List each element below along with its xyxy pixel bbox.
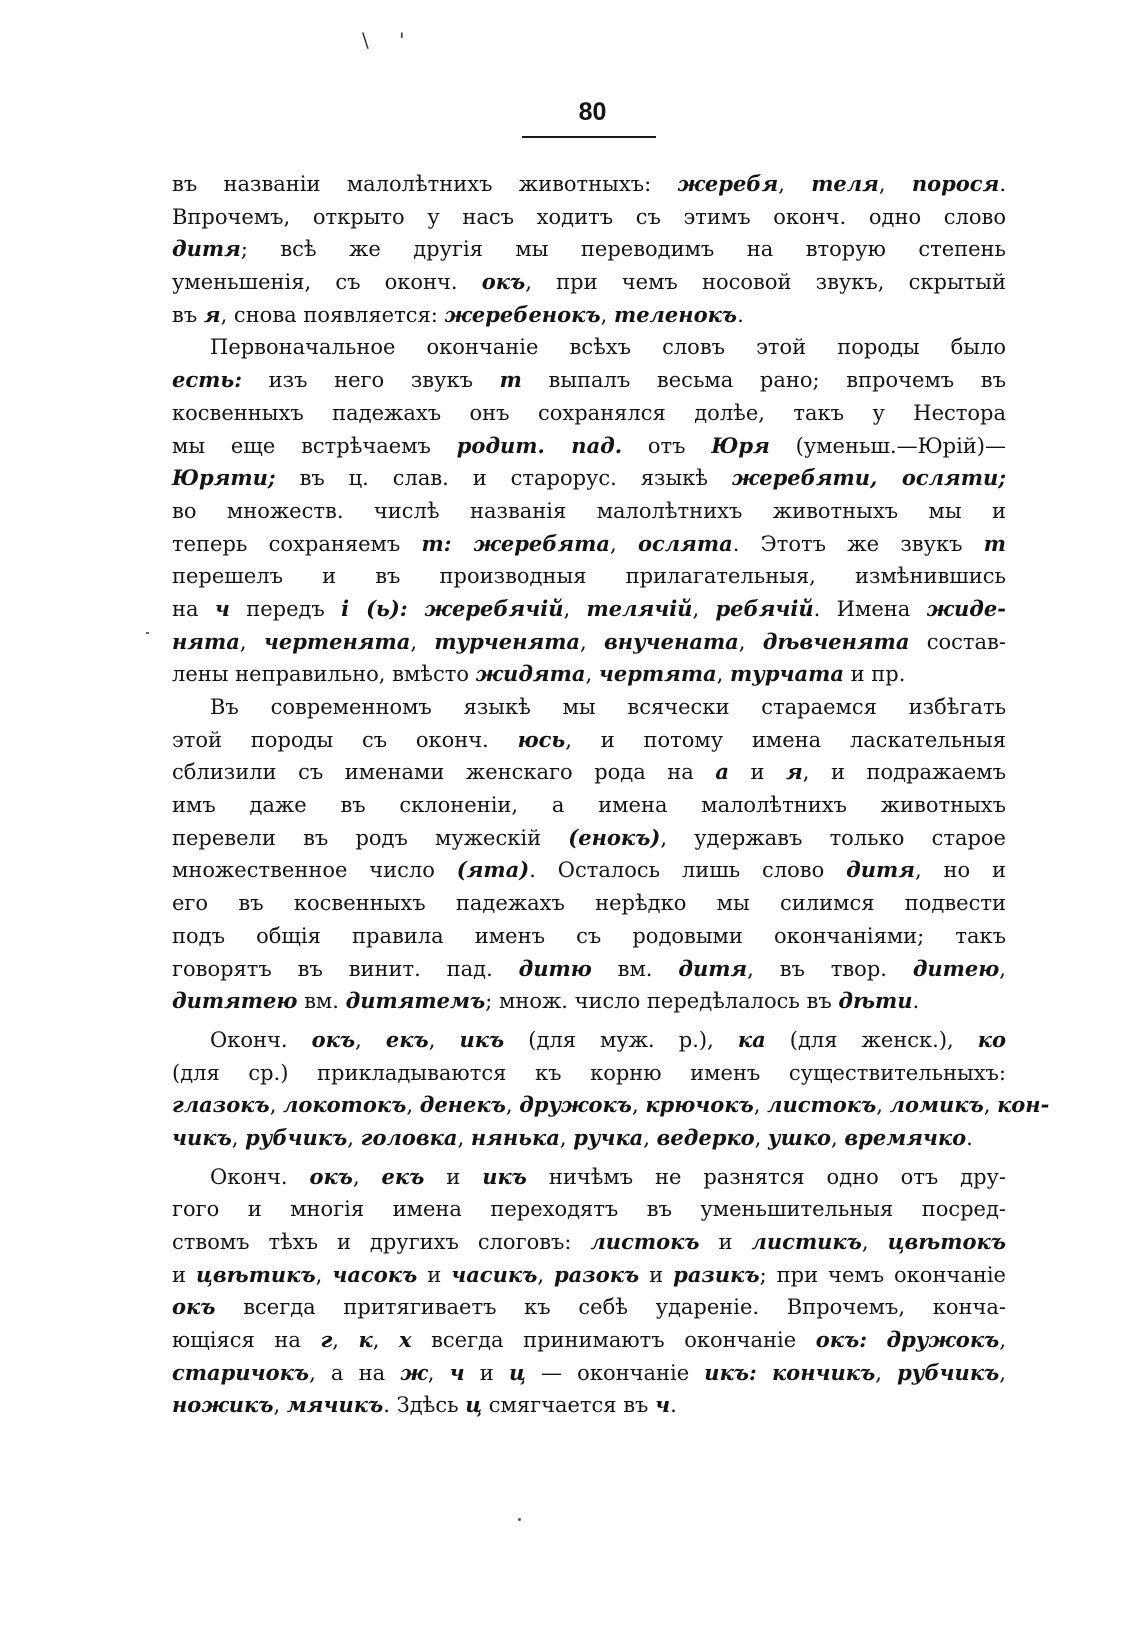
text-run: во множеств. числѣ названія малолѣтнихъ животныхъ мы и [172, 498, 1006, 523]
emphasized-word: окъ [481, 269, 526, 295]
emphasized-word: жиде- [926, 595, 1006, 621]
text-run: , [505, 1093, 520, 1118]
text-line [172, 430, 1006, 463]
text-run: Первоначальное окончаніе всѣхъ словъ этой породы было [210, 335, 1006, 360]
emphasized-word: кончикъ [771, 1359, 876, 1385]
emphasized-word: екъ [385, 1026, 429, 1052]
emphasized-word: дитею [912, 955, 1000, 981]
text-run: теперь сохраняемъ [172, 531, 422, 556]
emphasized-word: икъ: [704, 1359, 757, 1385]
text-run: ствомъ тѣхъ и другихъ слоговъ: [172, 1230, 591, 1254]
emphasized-word: денекъ [419, 1092, 506, 1118]
text-run: и [464, 1360, 509, 1385]
text-run: въ названіи малолѣтнихъ животныхъ: [172, 172, 678, 196]
text-run: перевели въ родъ мужескій [172, 825, 569, 850]
emphasized-word: порося [911, 171, 1000, 196]
text-run: мы еще встрѣчаемъ [172, 433, 457, 458]
emphasized-word: турчата [730, 661, 844, 687]
text-run: косвенныхъ падежахъ онъ сохранялся долѣе, такъ у Нестора [172, 400, 1006, 425]
header-rule [522, 136, 656, 138]
text-run [867, 1328, 887, 1352]
text-run: , и потому имена ласкательныя [565, 727, 1006, 752]
emphasized-word: чертенята [263, 628, 411, 654]
text-line [172, 691, 1006, 724]
page-number: 80 [578, 98, 607, 126]
text-line [172, 528, 1006, 561]
text-run: , [875, 1360, 898, 1385]
text-run: ничѣмъ не разнятся одно отъ дру- [526, 1164, 1006, 1189]
emphasized-word: чикъ [172, 1124, 232, 1150]
text-run: имъ даже въ склоненіи, а имена малолѣтнихъ животныхъ [172, 793, 1006, 818]
text-run: , [831, 1125, 845, 1150]
text-line [172, 1389, 1006, 1422]
emphasized-word: листокъ [767, 1092, 877, 1118]
text-run: (для муж. р.), [504, 1027, 738, 1052]
text-run: вм. [591, 956, 679, 981]
text-run: , [754, 1125, 769, 1150]
text-line [172, 1324, 1006, 1357]
emphasized-word: глазокъ [172, 1092, 270, 1118]
emphasized-word: юсь [517, 726, 566, 752]
text-line [172, 658, 1006, 691]
text-run: ; всѣ же другія мы переводимъ на вторую степень [240, 237, 1006, 262]
emphasized-word: дитю [518, 955, 592, 981]
text-line [172, 1122, 1006, 1155]
text-line [172, 1226, 1006, 1259]
text-run: всегда притягиваетъ къ себѣ удареніе. Впрочемъ, конча- [215, 1295, 1006, 1320]
text-run: , [609, 531, 638, 556]
text-line [172, 593, 1006, 626]
text-run: этой породы съ оконч. [172, 727, 518, 752]
emphasized-word: ко [977, 1026, 1006, 1052]
text-run: , [600, 302, 614, 327]
emphasized-word: рубчикъ [897, 1359, 1000, 1385]
text-run: . [999, 172, 1006, 196]
text-run: , [643, 1125, 657, 1150]
emphasized-word: старичокъ [172, 1359, 310, 1385]
text-run: Въ современномъ языкѣ мы всячески стараемся избѣгать [210, 695, 1006, 719]
text-run: , [692, 596, 716, 621]
text-line [172, 1089, 1050, 1122]
emphasized-word: ч [214, 595, 230, 621]
emphasized-word: головка [360, 1124, 458, 1150]
text-line [172, 920, 1006, 953]
text-line [172, 822, 1006, 855]
text-run: , [332, 1328, 359, 1353]
margin-speck [146, 632, 149, 634]
text-run: . [737, 302, 744, 327]
text-line [172, 299, 1006, 332]
emphasized-word: ломикъ [889, 1092, 984, 1118]
text-line [172, 364, 1006, 397]
text-run: въ [172, 302, 204, 327]
text-line [172, 1161, 1006, 1194]
text-run: и [699, 1230, 752, 1254]
paragraph [172, 1024, 1050, 1155]
emphasized-word: турченята [434, 628, 581, 654]
margin-marks: \ ' [362, 28, 417, 52]
emphasized-word: жидята [475, 661, 586, 687]
emphasized-word: а [715, 759, 729, 785]
text-run: , снова появляется: [220, 302, 445, 327]
text-run: , а на [309, 1360, 401, 1385]
text-run: выпалъ весьма рано; впрочемъ въ [521, 368, 1006, 393]
emphasized-word: родит. пад. [456, 432, 623, 458]
emphasized-word: жеребя [677, 171, 779, 196]
text-run: , [861, 1230, 888, 1254]
text-run: , при чемъ носовой звукъ, скрытый [525, 270, 1006, 295]
text-line [172, 397, 1006, 430]
emphasized-word: т: жеребята [421, 530, 610, 556]
text-run: перешелъ и въ производныя прилагательныя, измѣнившись [172, 564, 1006, 589]
emphasized-word: дитя [846, 857, 915, 883]
text-run: , [753, 1093, 768, 1118]
emphasized-word: часикъ [451, 1261, 538, 1287]
text-line [172, 495, 1006, 528]
text-run: говорятъ въ винит. пад. [172, 956, 519, 981]
emphasized-word: разокъ [554, 1261, 640, 1287]
text-run: , [559, 1125, 574, 1150]
emphasized-word: жеребяти, осляти; [731, 465, 1006, 491]
text-run: . Имена [813, 596, 927, 621]
text-run: , [999, 956, 1006, 981]
text-run: смягчается въ [482, 1393, 656, 1418]
text-run: сблизили съ именами женскаго рода на [172, 760, 716, 785]
text-line [172, 1193, 1006, 1226]
emphasized-word: Юря [711, 432, 770, 458]
text-line [172, 1291, 1006, 1324]
text-run: . [966, 1125, 973, 1150]
text-line [172, 1057, 1006, 1090]
text-line [172, 724, 1006, 757]
text-run: подъ общія правила именъ съ родовыми окончаніями; такъ [172, 923, 1006, 948]
text-run [757, 1361, 772, 1385]
emphasized-word: часокъ [332, 1261, 418, 1287]
paragraph [172, 1161, 1006, 1423]
emphasized-word: икъ [459, 1026, 505, 1052]
emphasized-word: дѣти [838, 988, 913, 1014]
emphasized-word: т [499, 367, 522, 393]
text-run: на [172, 596, 215, 621]
text-run: , [563, 596, 587, 621]
text-run: , [428, 1027, 460, 1052]
text-run: . Здѣсь [383, 1393, 466, 1418]
emphasized-word: я [203, 301, 221, 327]
paragraph [172, 331, 1006, 691]
text-run: всегда принимаютъ окончаніе [411, 1328, 816, 1353]
emphasized-word: дитя [678, 955, 748, 981]
emphasized-word: дитя [172, 236, 241, 262]
emphasized-word: цвѣтокъ [887, 1229, 1006, 1254]
emphasized-word: кон- [997, 1092, 1050, 1118]
text-run: уменьшенія, съ оконч. [172, 270, 482, 295]
emphasized-word: теленокъ [613, 301, 738, 327]
emphasized-word: ч [449, 1359, 465, 1385]
text-run: состав- [909, 629, 1006, 654]
text-run: , но и [914, 858, 1006, 883]
text-run: и [728, 760, 787, 785]
text-run: его въ косвенныхъ падежахъ нерѣдко мы силимся подвести [172, 891, 1006, 916]
text-line [172, 331, 1006, 364]
footer-speck [518, 1518, 521, 1521]
text-run: , [537, 1262, 554, 1287]
text-run: , [273, 1393, 287, 1418]
text-line [172, 560, 1006, 593]
text-run: — окончаніе [525, 1360, 705, 1385]
emphasized-word: листокъ [590, 1229, 700, 1254]
text-run: (уменьш.—Юрій)— [769, 433, 1006, 458]
text-line [172, 626, 1006, 659]
emphasized-word: рубчикъ [245, 1124, 348, 1150]
text-run: , удержавъ только старое [660, 825, 1006, 850]
text-run: . Этотъ же звукъ [732, 531, 984, 556]
emphasized-word: г [320, 1327, 333, 1353]
emphasized-word: ножикъ [172, 1392, 274, 1418]
emphasized-word: локотокъ [283, 1092, 407, 1118]
emphasized-word: і (ь): жеребячій [341, 595, 564, 621]
emphasized-word: х [398, 1327, 412, 1353]
emphasized-word: окъ [311, 1026, 356, 1052]
text-run: , [355, 1027, 386, 1052]
text-run: Впрочемъ, открыто у насъ ходитъ съ этимъ оконч. одно слово [172, 204, 1006, 229]
text-line [172, 1357, 1006, 1390]
text-run: , [315, 1262, 333, 1287]
text-run: отъ [622, 433, 712, 458]
text-run: гого и многія имена переходятъ въ уменьшительныя посред- [172, 1197, 1006, 1222]
text-run: въ ц. слав. и старорус. языкѣ [275, 466, 732, 491]
text-run: , [999, 1328, 1006, 1353]
text-run: , [352, 1164, 382, 1189]
text-run: , въ твор. [747, 956, 913, 981]
emphasized-word: ц [465, 1392, 483, 1418]
text-line [172, 201, 1006, 234]
emphasized-word: екъ [381, 1163, 425, 1189]
emphasized-word: нянька [470, 1124, 560, 1150]
text-line [172, 233, 1006, 266]
text-run: , [999, 1360, 1006, 1385]
text-run: , [410, 629, 435, 654]
text-run: , и подражаемъ [802, 760, 1006, 785]
text-run: изъ него звукъ [241, 368, 500, 393]
text-line [172, 266, 1006, 299]
text-run: вм. [297, 989, 346, 1014]
emphasized-word: (енокъ) [568, 824, 661, 850]
emphasized-word: цвѣтикъ [195, 1261, 316, 1287]
text-run: ; множ. число передѣлалось въ [485, 989, 839, 1014]
emphasized-word: ребячій [715, 595, 814, 621]
text-line [172, 168, 1006, 201]
emphasized-word: разикъ [673, 1261, 760, 1287]
text-run: , [269, 1093, 284, 1118]
emphasized-word: есть: [172, 367, 242, 393]
text-line [172, 1024, 1006, 1057]
text-line [172, 1259, 1006, 1292]
text-run: , [778, 172, 812, 196]
text-line [172, 854, 1006, 887]
text-run: , [585, 662, 599, 687]
text-run: , [347, 1125, 361, 1150]
text-line [172, 789, 1006, 822]
emphasized-word: ч [655, 1392, 671, 1418]
emphasized-word: дитятею [172, 988, 298, 1014]
emphasized-word: чертята [598, 661, 717, 687]
emphasized-word: дружокъ [519, 1092, 632, 1118]
text-run: , [580, 629, 604, 654]
text-run: , [983, 1093, 998, 1118]
emphasized-word: я [786, 759, 803, 785]
emphasized-word: теля [811, 171, 879, 196]
text-run: , [239, 629, 264, 654]
paragraph [172, 168, 1006, 331]
text-line [172, 985, 1006, 1018]
emphasized-word: к [358, 1327, 373, 1353]
emphasized-word: Юряти; [172, 465, 276, 491]
paragraph [172, 691, 1006, 1018]
text-run: . Осталось лишь слово [529, 858, 847, 883]
text-run: , [631, 1093, 646, 1118]
emphasized-word: ка [737, 1026, 766, 1052]
emphasized-word: листикъ [751, 1229, 862, 1254]
emphasized-word: дѣвченята [762, 628, 910, 654]
text-run: , [231, 1125, 246, 1150]
text-line [172, 953, 1006, 986]
emphasized-word: жеребенокъ [444, 301, 601, 327]
body-text [172, 168, 1050, 1422]
emphasized-word: нята [172, 628, 240, 654]
text-run: . [912, 989, 920, 1014]
emphasized-word: ведерко [656, 1124, 755, 1150]
emphasized-word: ж [400, 1359, 428, 1385]
text-run: . [670, 1393, 677, 1418]
text-run: , [738, 629, 763, 654]
text-run: (для ср.) прикладываются къ корню именъ существительныхъ: [172, 1060, 1006, 1085]
text-run: (для женск.), [765, 1027, 978, 1052]
text-run: , [878, 172, 912, 196]
emphasized-word: т [983, 530, 1006, 556]
text-run: и [172, 1262, 196, 1287]
text-run: и пр. [843, 662, 906, 687]
emphasized-word: окъ: [815, 1327, 867, 1353]
emphasized-word: ц [508, 1359, 526, 1385]
emphasized-word: (ята) [456, 857, 530, 883]
emphasized-word: дитятемъ [345, 988, 486, 1014]
emphasized-word: дружокъ [886, 1327, 1000, 1353]
text-run: Оконч. [210, 1027, 312, 1052]
emphasized-word: телячій [586, 595, 693, 621]
emphasized-word: ручка [573, 1124, 644, 1150]
text-run: , [876, 1093, 890, 1118]
text-run: и [417, 1262, 452, 1287]
text-run: , [716, 662, 731, 687]
text-run: , [457, 1125, 471, 1150]
text-run: , [372, 1328, 399, 1353]
text-run: и [424, 1164, 483, 1189]
emphasized-word: икъ [482, 1163, 527, 1189]
emphasized-word: времячко [844, 1124, 967, 1150]
text-run: передъ [229, 596, 342, 621]
emphasized-word: мячикъ [286, 1392, 384, 1418]
text-run: , [406, 1093, 420, 1118]
text-run: ющіяся на [172, 1328, 321, 1353]
emphasized-word: ослята [637, 530, 733, 556]
text-run: ; при чемъ окончаніе [759, 1262, 1006, 1287]
text-run: Оконч. [210, 1164, 310, 1189]
emphasized-word: окъ [172, 1294, 216, 1320]
text-line [172, 462, 1006, 495]
emphasized-word: ушко [768, 1124, 832, 1150]
emphasized-word: внучената [604, 628, 739, 654]
emphasized-word: крючокъ [645, 1092, 754, 1118]
text-run: , [427, 1360, 450, 1385]
emphasized-word: окъ [309, 1163, 353, 1189]
text-run: множественное число [172, 858, 457, 883]
text-run: и [639, 1262, 674, 1287]
text-run: лены неправильно, вмѣсто [172, 662, 476, 687]
text-line [172, 887, 1006, 920]
text-line [172, 756, 1006, 789]
